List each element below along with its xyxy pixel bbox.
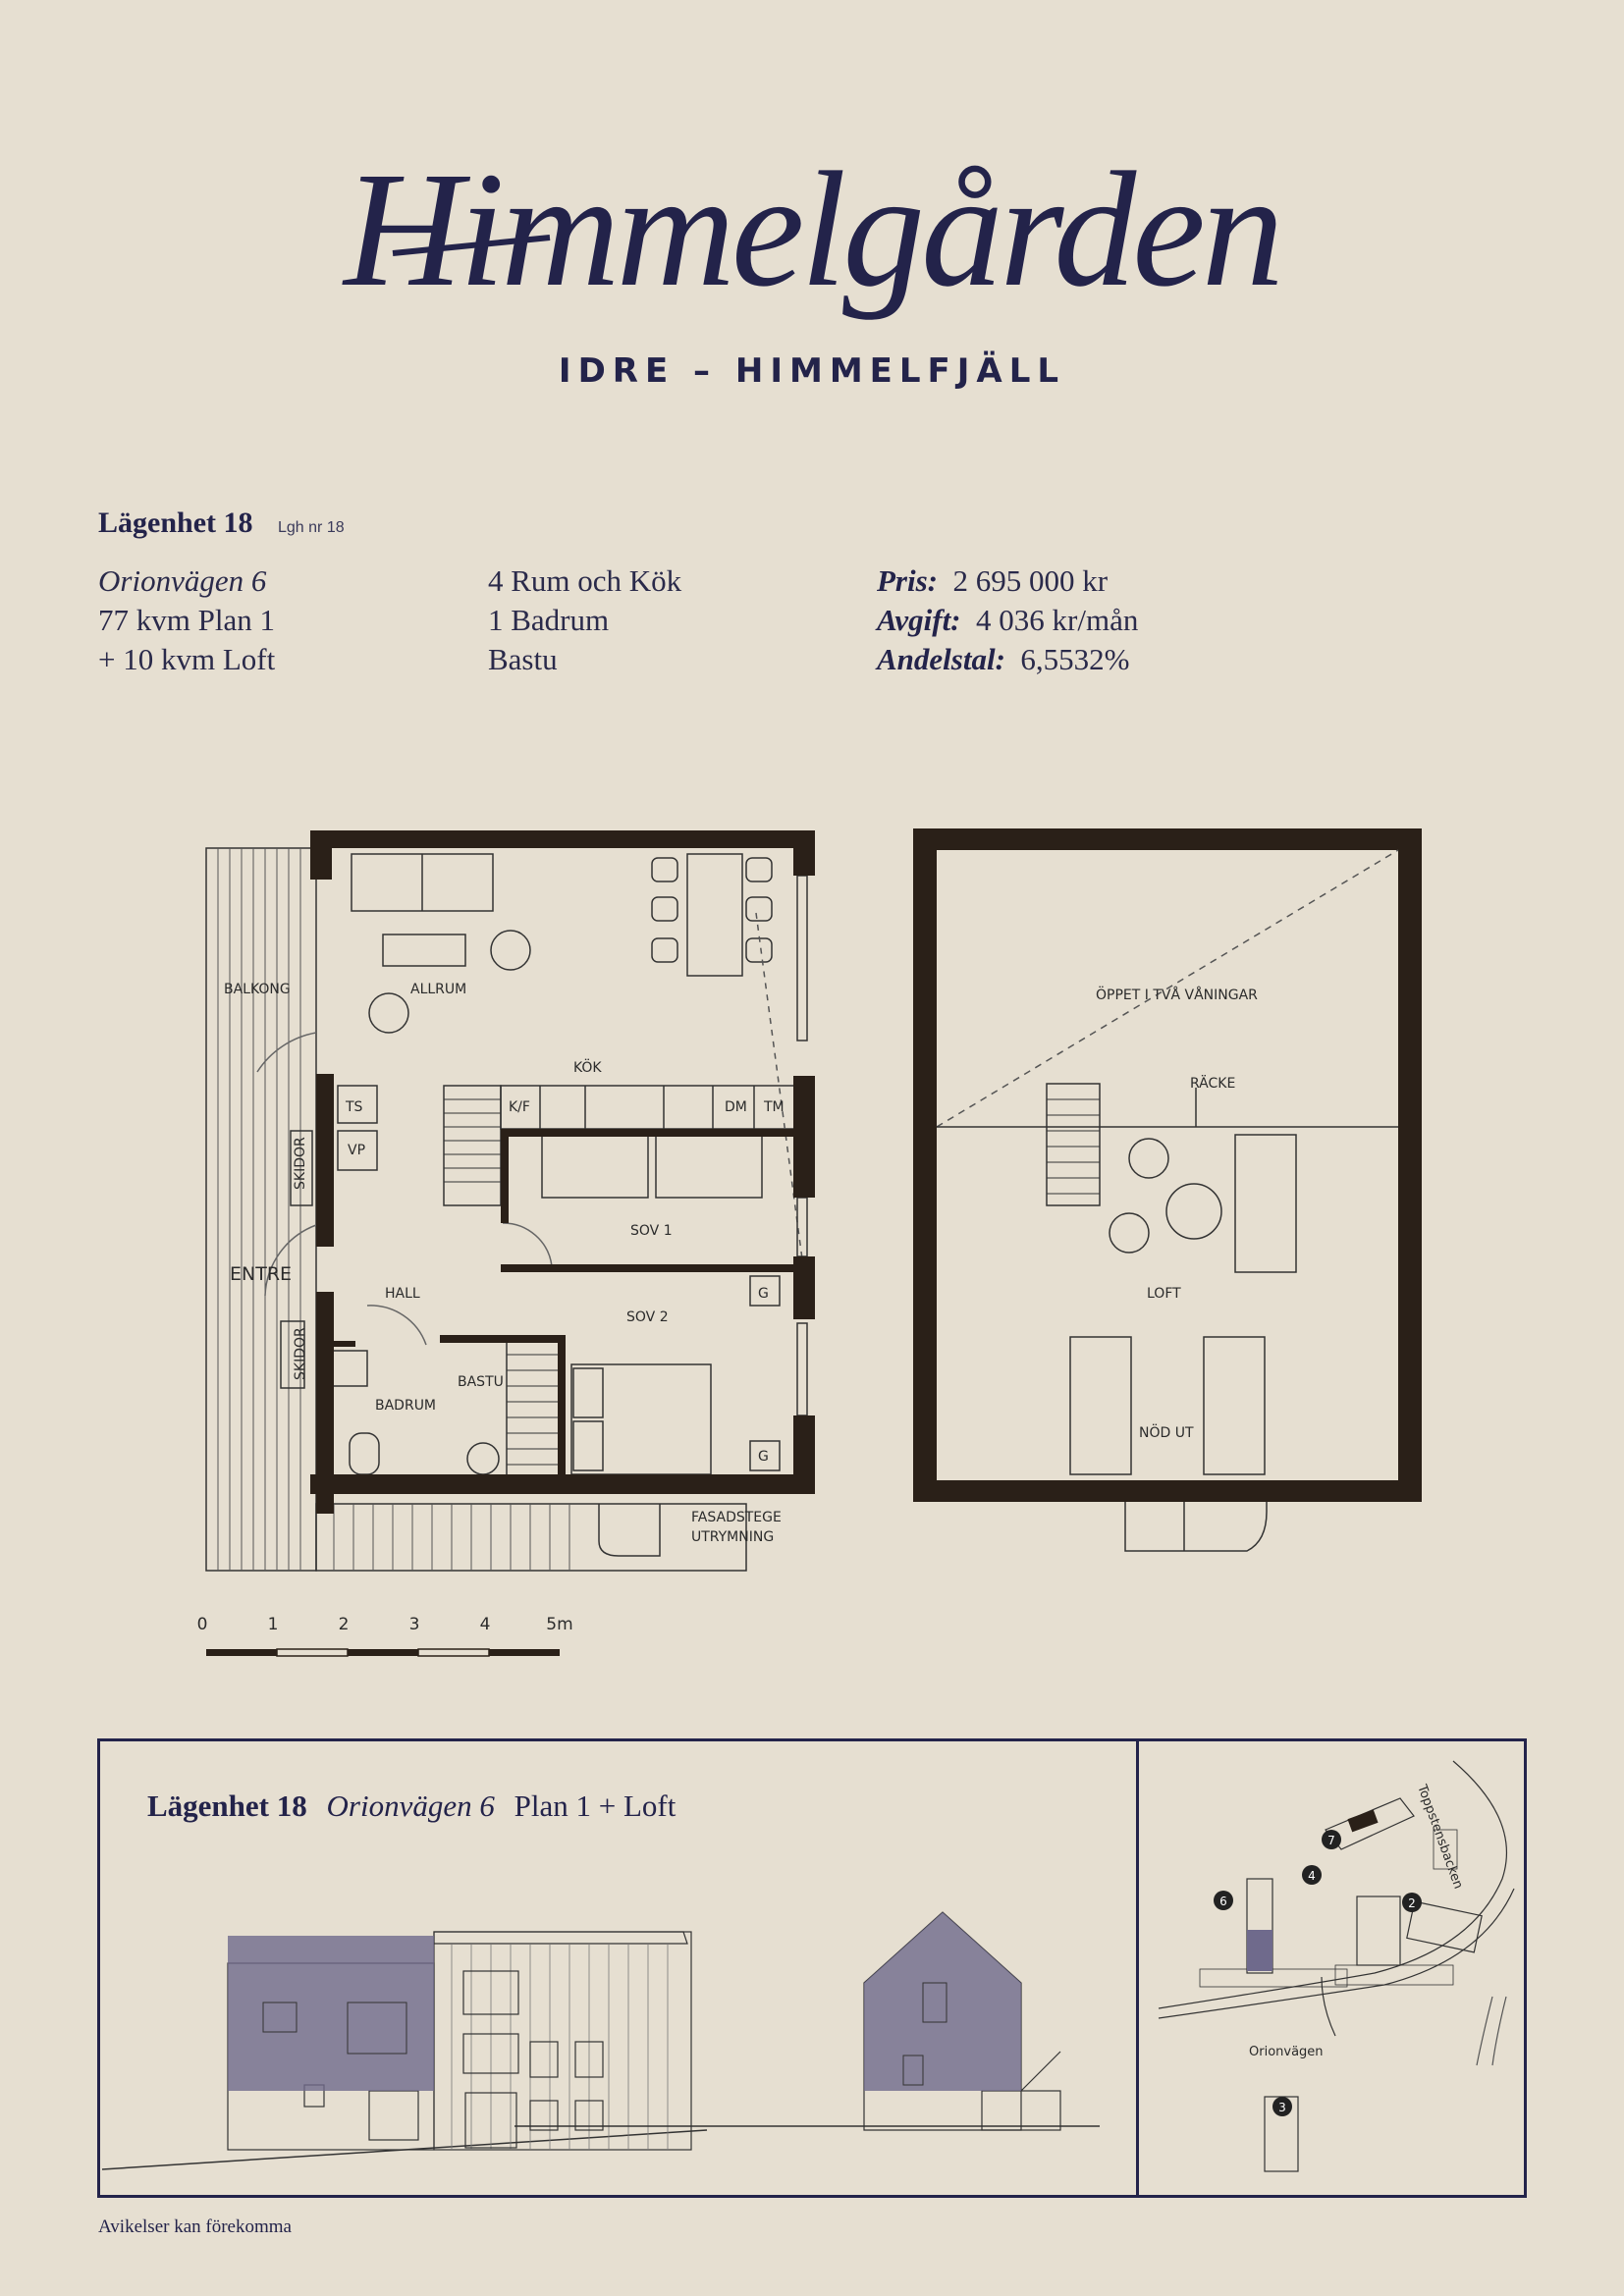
- balcony-outline: [206, 848, 316, 1571]
- bathrooms: 1 Badrum: [488, 603, 610, 637]
- svg-text:4: 4: [1308, 1869, 1316, 1883]
- label-ski1: SKIDOR: [293, 1137, 308, 1190]
- label-facade-ladder: FASADSTEGE: [691, 1510, 782, 1525]
- building-elevations: [98, 1845, 1135, 2195]
- scale-tick-2: 2: [338, 1615, 350, 1634]
- price-column: [877, 561, 1138, 679]
- logo-text: Himmelgården: [344, 138, 1280, 321]
- price-row: [877, 561, 1138, 601]
- label-entrance: ENTRE: [230, 1263, 293, 1285]
- label-living: ALLRUM: [410, 982, 467, 997]
- site-marker-3: [1272, 2097, 1292, 2116]
- address-column: [98, 561, 275, 679]
- svg-text:3: 3: [1278, 2101, 1286, 2114]
- site-marker-6: [1214, 1891, 1233, 1910]
- highlight-right-elevation: [864, 1912, 1021, 2091]
- loft-sofa: [1235, 1135, 1296, 1272]
- sauna: Bastu: [488, 642, 558, 676]
- label-bathroom: BADRUM: [375, 1398, 437, 1414]
- dining-table: [687, 854, 742, 976]
- label-open-two-floors: ÖPPET I TVÅ VÅNINGAR: [1096, 988, 1258, 1003]
- logo: [0, 98, 1624, 334]
- scale-tick-4: 4: [479, 1615, 491, 1634]
- scale-tick-1: 1: [267, 1615, 279, 1634]
- label-balcony: BALKONG: [224, 982, 291, 997]
- label-g1: G: [758, 1286, 769, 1302]
- fee-label: Avgift:: [877, 603, 961, 637]
- scale-tick-5: 5m: [546, 1615, 573, 1634]
- rooms: 4 Rum och Kök: [488, 563, 682, 598]
- svg-text:6: 6: [1219, 1895, 1227, 1908]
- subtitle: IDRE – HIMMELFJÄLL: [558, 351, 1066, 391]
- label-dm: DM: [725, 1099, 747, 1115]
- scale-bar: [196, 1610, 589, 1669]
- site-marker-2: [1402, 1893, 1422, 1912]
- label-escape: UTRYMNING: [691, 1529, 775, 1545]
- label-kf: K/F: [509, 1099, 530, 1115]
- label-loft: LOFT: [1147, 1286, 1181, 1302]
- label-hall: HALL: [385, 1286, 420, 1302]
- coffee-table: [383, 934, 465, 966]
- fee-value: 4 036 kr/mån: [976, 603, 1139, 637]
- svg-text:7: 7: [1327, 1834, 1335, 1847]
- site-map-highlight: [1247, 1930, 1272, 1971]
- price-label: Pris:: [877, 563, 938, 598]
- bottom-title-address: Orionvägen 6: [326, 1789, 495, 1823]
- share-value: 6,5532%: [1020, 642, 1130, 676]
- scale-tick-3: 3: [408, 1615, 420, 1634]
- label-ski2: SKIDOR: [293, 1327, 308, 1380]
- site-marker-7: [1322, 1830, 1341, 1849]
- site-marker-4: [1302, 1865, 1322, 1885]
- share-row: [877, 640, 1138, 679]
- label-bedroom1: SOV 1: [630, 1223, 673, 1239]
- apartment-number-label: Lgh nr 18: [278, 519, 345, 536]
- label-bedroom2: SOV 2: [626, 1309, 669, 1325]
- label-tm: TM: [764, 1099, 785, 1115]
- label-emergency-exit: NÖD UT: [1139, 1425, 1194, 1441]
- road-label-orionvagen: Orionvägen: [1249, 2045, 1324, 2059]
- label-sauna: BASTU: [458, 1374, 504, 1390]
- address: Orionvägen 6: [98, 563, 267, 598]
- svg-text:2: 2: [1408, 1896, 1416, 1910]
- scale-tick-0: 0: [196, 1615, 208, 1634]
- rooms-column: [488, 561, 681, 679]
- price-value: 2 695 000 kr: [952, 563, 1109, 598]
- bottom-title: [147, 1789, 676, 1824]
- loft-area: + 10 kvm Loft: [98, 642, 276, 676]
- apartment-title-text: Lägenhet 18: [98, 507, 253, 539]
- footer-disclaimer: Avikelser kan förekomma: [98, 2216, 292, 2237]
- bottom-title-apartment: Lägenhet 18: [147, 1789, 307, 1823]
- share-label: Andelstal:: [877, 642, 1005, 676]
- label-g2: G: [758, 1449, 769, 1465]
- bottom-title-plan: Plan 1 + Loft: [514, 1789, 677, 1823]
- road-label-toppstensbacken: Toppstensbacken: [1414, 1783, 1466, 1892]
- label-vp: VP: [348, 1143, 366, 1158]
- site-map: [1139, 1741, 1524, 2195]
- label-ts: TS: [346, 1099, 363, 1115]
- label-railing: RÄCKE: [1190, 1076, 1236, 1092]
- label-kitchen: KÖK: [573, 1060, 602, 1076]
- apartment-title: [98, 507, 345, 540]
- highlight-left-elevation: [228, 1963, 434, 2091]
- floorplan-drawing: [0, 805, 1624, 1590]
- fee-row: [877, 601, 1138, 640]
- area: 77 kvm Plan 1: [98, 603, 275, 637]
